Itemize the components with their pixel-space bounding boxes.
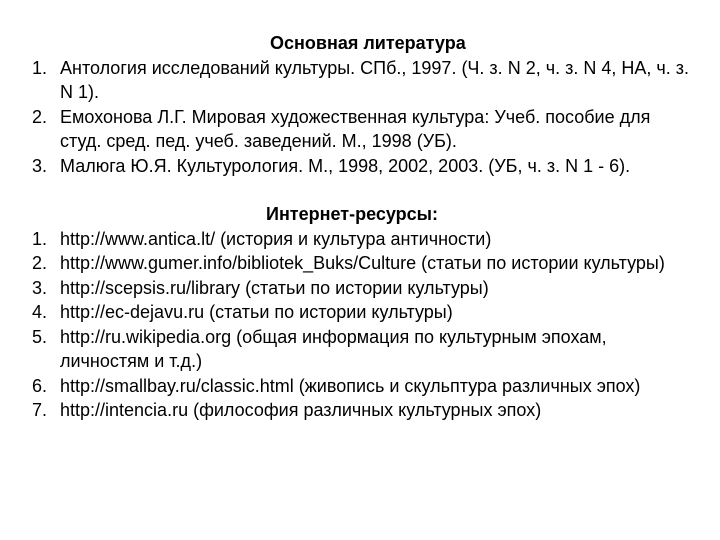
list-item <box>30 154 690 179</box>
list-item <box>30 325 690 374</box>
item-number: 5. <box>32 326 48 347</box>
internet-list <box>30 227 690 423</box>
literature-list <box>30 56 690 179</box>
item-text: http://www.antica.lt/ (история и культура античности) <box>60 228 492 249</box>
item-number: 2. <box>32 253 48 273</box>
internet-heading: Интернет-ресурсы: <box>266 204 439 224</box>
list-item <box>30 276 690 301</box>
item-text: Антология исследований культуры. СПб., 1997. (Ч. з. N 2, ч. з. N 4, НА, ч. з. N 1). <box>60 57 689 102</box>
item-text: Малюга Ю.Я. Культурология. М., 1998, 2002, 2003. (УБ, ч. з. N 1 - 6). <box>60 155 631 176</box>
item-number: 2. <box>32 106 48 127</box>
item-text: http://www.gumer.info/bibliotek_Buks/Culture (статьи по истории культуры) <box>60 253 665 273</box>
list-item <box>30 56 690 105</box>
item-text: http://intencia.ru (философия различных культурных эпох) <box>60 400 542 420</box>
item-number: 7. <box>32 400 48 420</box>
item-number: 1. <box>32 228 48 249</box>
list-item <box>30 374 690 399</box>
literature-heading: Основная литература <box>270 33 466 53</box>
list-item <box>30 227 690 252</box>
item-number: 3. <box>32 277 48 298</box>
item-number: 4. <box>32 302 48 322</box>
list-item <box>30 105 690 154</box>
item-number: 6. <box>32 375 48 396</box>
item-number: 1. <box>32 57 48 78</box>
list-item <box>30 398 690 423</box>
item-text: http://smallbay.ru/classic.html (живопись и скульптура различных эпох) <box>60 375 641 396</box>
item-text: http://ru.wikipedia.org (общая информация по культурным эпохам, личностям и т.д.) <box>60 326 607 371</box>
item-text: http://scepsis.ru/library (статьи по истории культуры) <box>60 277 489 298</box>
list-item <box>30 251 690 276</box>
list-item <box>30 300 690 325</box>
item-text: Емохонова Л.Г. Мировая художественная культура: Учеб. пособие для студ. сред. пед. учеб. заведений. М., 1998 (УБ). <box>60 106 651 151</box>
item-text: http://ec-dejavu.ru (статьи по истории культуры) <box>60 302 453 322</box>
item-number: 3. <box>32 155 48 176</box>
